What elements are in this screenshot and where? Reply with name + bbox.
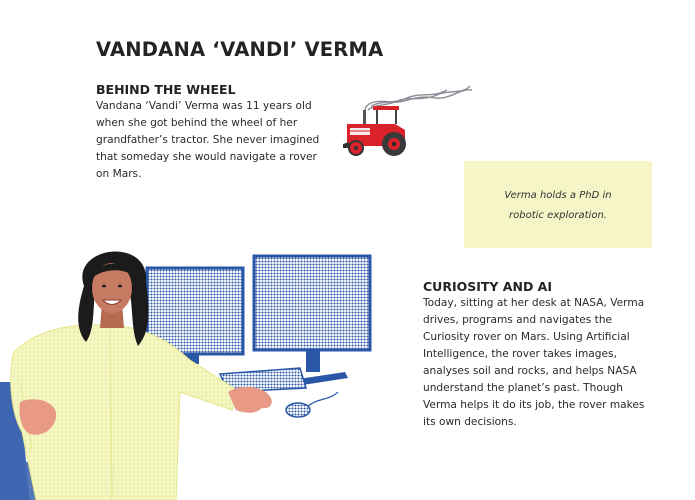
section-heading-curiosity-and-ai: CURIOSITY AND AI [423,279,552,294]
body-line: Vandana ‘Vandi’ Verma was 11 years old [96,100,312,112]
body-line: that someday she would navigate a rover [96,151,317,163]
mouse-icon [286,392,338,417]
body-line: analyses soil and rocks, and helps NASA [423,365,637,377]
body-line: Verma helps it do its job, the rover makes [423,399,645,411]
body-line: Today, sitting at her desk at NASA, Verma [423,297,645,309]
body-line: understand the planet’s past. Though [423,382,623,394]
tractor-icon [343,106,406,156]
body-line: when she got behind the wheel of her [96,117,298,129]
monitor-right-icon [254,256,370,386]
woman-at-computer-illustration [0,242,380,500]
body-line: Intelligence, the rover takes images, [423,348,617,360]
page-title: VANDANA ‘VANDI’ VERMA [96,38,384,61]
body-line: on Mars. [96,168,142,180]
body-line: its own decisions. [423,416,517,428]
body-line: grandfather’s tractor. She never imagined [96,134,320,146]
section-heading-behind-the-wheel: BEHIND THE WHEEL [96,82,236,97]
body-line: Curiosity rover on Mars. Using Artificial [423,331,630,343]
callout-line: robotic exploration. [509,210,607,221]
callout-line: Verma holds a PhD in [504,190,612,201]
callout-box [464,161,652,248]
tractor-illustration [335,80,475,170]
body-line: drives, programs and navigates the [423,314,613,326]
